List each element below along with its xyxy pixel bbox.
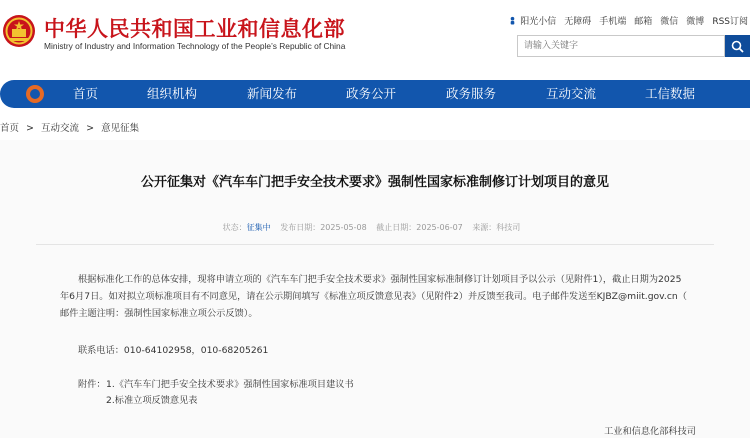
nav-item-organization[interactable]: 组织机构	[147, 86, 198, 101]
search-button[interactable]	[725, 35, 750, 57]
top-link-label: 微信	[660, 17, 679, 27]
top-link-label: 无障碍	[564, 17, 592, 27]
top-link-label: 阳光小信	[520, 17, 557, 27]
meta-status-label: 状态：	[222, 223, 247, 232]
article-body	[60, 271, 720, 322]
top-link-sunshine[interactable]	[508, 14, 556, 27]
nav-item-interaction[interactable]: 互动交流	[546, 86, 597, 101]
nav-item-news[interactable]: 新闻发布	[247, 86, 298, 101]
top-link-weibo[interactable]	[686, 14, 704, 27]
attachment-link-2[interactable]: 2.标准立项反馈意见表	[106, 395, 198, 406]
article-meta	[0, 222, 750, 233]
breadcrumb-home[interactable]: 首页	[0, 123, 20, 134]
top-link-label: 微博	[686, 17, 705, 27]
site-header	[0, 0, 750, 78]
body-line: 根据标准化工作的总体安排，现将申请立项的《汽车车门把手安全技术要求》强制性国家标准制修订计划项目予以公示（见附件1），截止日期为2025	[78, 274, 682, 285]
nav-item-data[interactable]: 工信数据	[645, 86, 696, 101]
top-links	[500, 14, 748, 27]
meta-deadline: 截止日期：2025-06-07	[376, 223, 463, 232]
national-emblem-icon[interactable]	[2, 14, 36, 48]
nav-logo-icon[interactable]	[26, 85, 44, 103]
main-nav	[0, 80, 750, 108]
top-link-accessibility[interactable]	[564, 14, 591, 27]
top-link-rss[interactable]	[712, 14, 748, 27]
top-link-mobile[interactable]	[599, 14, 626, 27]
top-link-mail[interactable]	[634, 14, 652, 27]
top-link-label: 邮箱	[634, 17, 653, 27]
breadcrumb-separator: >	[86, 123, 95, 134]
attachments-label: 附件：	[78, 379, 106, 390]
issuing-department: 工业和信息化部科技司	[604, 426, 696, 437]
breadcrumb-interaction[interactable]: 互动交流	[41, 123, 80, 134]
breadcrumb-current[interactable]: 意见征集	[101, 123, 140, 134]
breadcrumb	[0, 120, 143, 134]
search-input[interactable]	[517, 35, 725, 57]
site-title[interactable]: 中华人民共和国工业和信息化部	[44, 17, 345, 41]
body-line: 邮件主题注明：强制性国家标准立项公示反馈）。	[60, 308, 258, 319]
meta-status-value: 征集中	[246, 223, 271, 232]
nav-item-home[interactable]: 首页	[73, 86, 99, 101]
top-link-label: 手机端	[599, 17, 627, 27]
meta-publish-date: 发布日期：2025-05-08	[280, 223, 367, 232]
sun-person-icon	[508, 16, 517, 25]
meta-source: 来源：科技司	[472, 223, 521, 232]
body-line: 年6月7日。如对拟立项标准项目有不同意见，请在公示期间填写《标准立项反馈意见表》（见附件2）并反馈至我司。电子邮件发送至KJBZ@miit.gov.cn（	[60, 291, 687, 302]
top-link-label: RSS订阅	[712, 17, 748, 27]
attachment-link-1[interactable]: 1.《汽车车门把手安全技术要求》强制性国家标准项目建议书	[106, 379, 354, 390]
nav-item-government-service[interactable]: 政务服务	[446, 86, 497, 101]
breadcrumb-separator: >	[26, 123, 35, 134]
contact-phone: 联系电话：010-64102958，010-68205261	[78, 345, 269, 356]
divider	[36, 244, 714, 245]
site-subtitle: Ministry of Industry and Information Technology of the People’s Republic of China	[44, 41, 346, 51]
top-link-wechat[interactable]	[660, 14, 678, 27]
search-icon	[731, 40, 744, 53]
article-title: 公开征集对《汽车车门把手安全技术要求》强制性国家标准制修订计划项目的意见	[140, 175, 609, 190]
meta-status	[223, 223, 271, 232]
search-box	[517, 35, 750, 57]
nav-item-open-government[interactable]: 政务公开	[346, 86, 397, 101]
